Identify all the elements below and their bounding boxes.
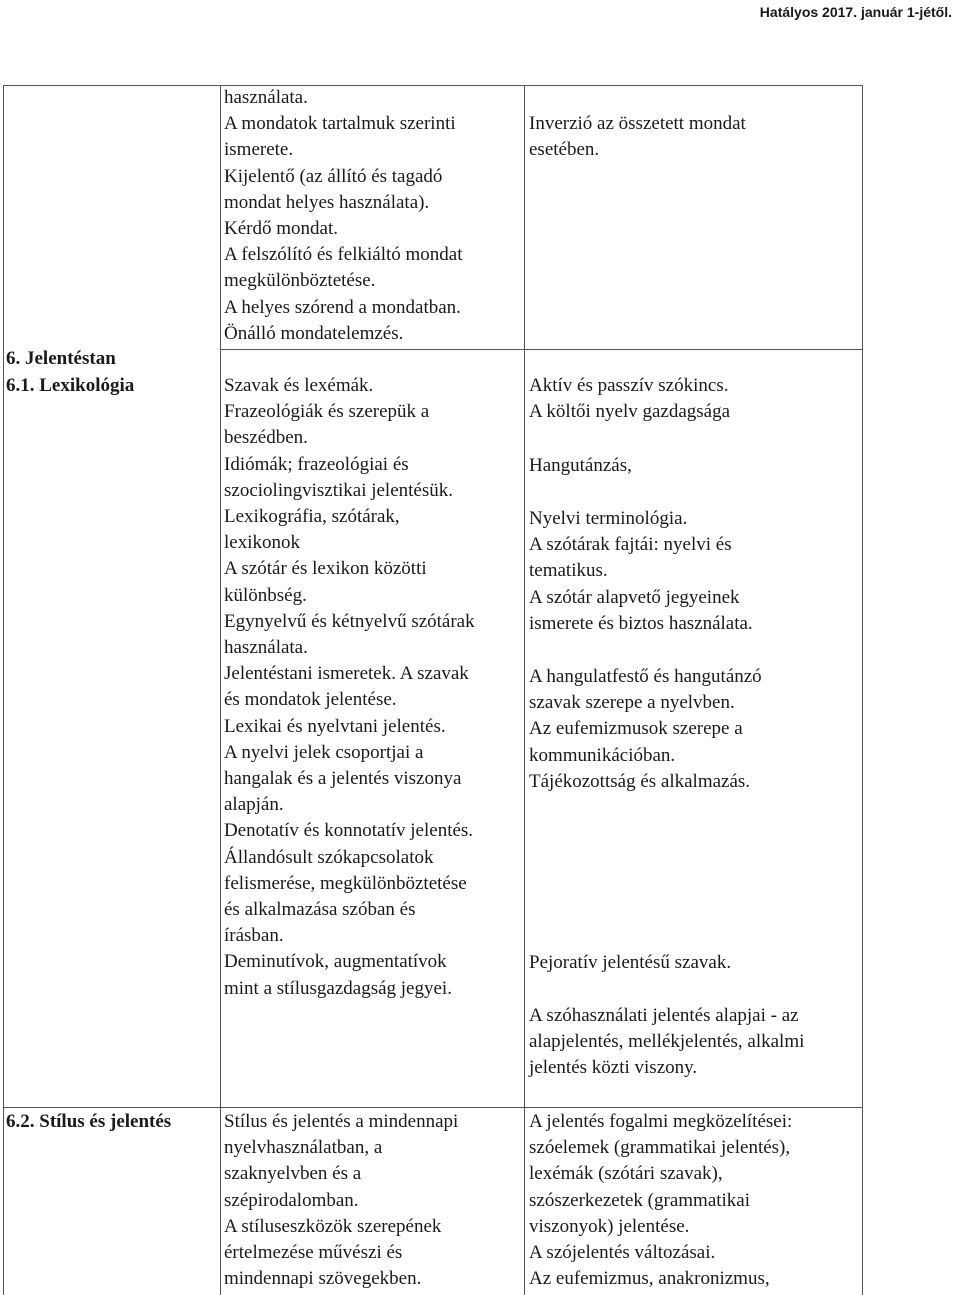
text-line: tematikus. (529, 560, 608, 582)
text-line: megkülönböztetése. (224, 270, 376, 292)
text-line: Jelentéstani ismeretek. A szavak (224, 663, 469, 685)
text-line: viszonyok) jelentése. (529, 1215, 690, 1237)
text-line: A hangulatfestő és hangutánzó (529, 666, 762, 687)
text-line: Tájékozottság és alkalmazás. (529, 770, 751, 792)
text-line: alapjelentés, mellékjelentés, alkalmi (529, 1031, 805, 1053)
text-line: A felszólító és felkiáltó mondat (224, 244, 463, 266)
text-line: A szóhasználati jelentés alapjai - az (529, 1005, 799, 1026)
text-line: mint a stílusgazdagság jegyei. (224, 977, 452, 999)
text-line: Kijelentő (az állító és tagadó (224, 165, 443, 187)
text-line: szociolingvisztikai jelentésük. (224, 479, 454, 501)
text-line: A jelentés fogalmi megközelítései: (529, 1111, 793, 1132)
text-line: szóelemek (grammatikai jelentés), (529, 1137, 791, 1159)
text-line: kommunikációban. (529, 744, 676, 766)
text-line: felismerése, megkülönböztetése (224, 872, 467, 894)
text-line: mindennapi szövegekben. (224, 1268, 422, 1290)
text-line: Az eufemizmus, anakronizmus, (529, 1268, 770, 1290)
text-line: beszédben. (224, 427, 308, 449)
text-line: Egynyelvű és kétnyelvű szótárak (224, 610, 475, 632)
lexikologia-content (224, 373, 475, 1002)
text-line: Idiómák; frazeológiai és (224, 453, 409, 475)
text-line: használata. (224, 87, 308, 108)
text-line: A helyes szórend a mondatban. (224, 296, 461, 318)
lexikologia-req-f (529, 1003, 804, 1082)
text-line: Stílus és jelentés a mindennapi (224, 1111, 459, 1132)
validity-header: Hatályos 2017. január 1-jétől. (759, 4, 952, 20)
text-line: Pejoratív jelentésű szavak. (529, 952, 732, 973)
lexikologia-req-d (529, 664, 762, 795)
lexikologia-req-e (529, 950, 731, 976)
text-line: különbség. (224, 584, 307, 606)
text-line: alapján. (224, 794, 284, 816)
text-line: A költői nyelv gazdagsága (529, 401, 731, 423)
lexikologia-req-b (529, 453, 632, 479)
text-line: 6. Jelentéstan (6, 348, 116, 369)
text-line: Kérdő mondat. (224, 218, 338, 240)
text-line: Lexikográfia, szótárak, (224, 506, 400, 528)
text-line: A szótár és lexikon közötti (224, 558, 427, 580)
text-line: Deminutívok, augmentatívok (224, 951, 447, 973)
section-6-title (6, 346, 116, 372)
text-line: használata. (224, 637, 308, 659)
text-line: és mondatok jelentése. (224, 689, 397, 711)
section-1-content (224, 85, 463, 347)
text-line: A szójelentés változásai. (529, 1242, 716, 1264)
text-line: Frazeológiák és szerepük a (224, 401, 430, 423)
text-line: Aktív és passzív szókincs. (529, 375, 729, 396)
text-line: szaknyelvben és a (224, 1163, 362, 1185)
text-line: A stíluseszközök szerepének (224, 1215, 442, 1237)
text-line: Lexikai és nyelvtani jelentés. (224, 715, 446, 737)
stilus-requirements (529, 1109, 792, 1292)
lexikologia-req-c (529, 506, 753, 637)
text-line: lexikonok (224, 532, 300, 554)
section-6-2-title (6, 1109, 171, 1135)
text-line: Inverzió az összetett mondat (529, 113, 746, 134)
section-6-1-title (6, 373, 134, 399)
text-line: Az eufemizmusok szerepe a (529, 718, 743, 740)
text-line: hangalak és a jelentés viszonya (224, 768, 462, 790)
text-line: Denotatív és konnotatív jelentés. (224, 820, 474, 842)
lexikologia-req-a (529, 373, 730, 425)
text-line: írásban. (224, 925, 284, 947)
section-1-requirements (529, 111, 746, 163)
text-line: szavak szerepe a nyelvben. (529, 692, 735, 714)
text-line: Hangutánzás, (529, 455, 632, 476)
text-line: A szótár alapvető jegyeinek (529, 586, 740, 608)
text-line: nyelvhasználatban, a (224, 1137, 383, 1159)
text-line: 6.1. Lexikológia (6, 375, 135, 396)
text-line: A mondatok tartalmuk szerinti (224, 113, 456, 135)
text-line: A nyelvi jelek csoportjai a (224, 741, 424, 763)
text-line: A szótárak fajtái: nyelvi és (529, 534, 732, 556)
text-line: értelmezése művészi és (224, 1242, 403, 1264)
text-line: Állandósult szókapcsolatok (224, 846, 434, 868)
stilus-content (224, 1109, 458, 1292)
text-line: 6.2. Stílus és jelentés (6, 1111, 172, 1132)
text-line: és alkalmazása szóban és (224, 899, 416, 921)
text-line: ismerete és biztos használata. (529, 612, 753, 634)
text-line: Nyelvi terminológia. (529, 508, 688, 529)
text-line: Önálló mondatelemzés. (224, 322, 404, 344)
text-line: ismerete. (224, 139, 294, 161)
text-line: Szavak és lexémák. (224, 375, 374, 396)
text-line: esetében. (529, 139, 600, 161)
text-line: szószerkezetek (grammatikai (529, 1189, 751, 1211)
text-line: jelentés közti viszony. (529, 1057, 698, 1079)
text-line: lexémák (szótári szavak), (529, 1163, 723, 1185)
text-line: mondat helyes használata). (224, 191, 430, 213)
text-line: szépirodalomban. (224, 1189, 359, 1211)
